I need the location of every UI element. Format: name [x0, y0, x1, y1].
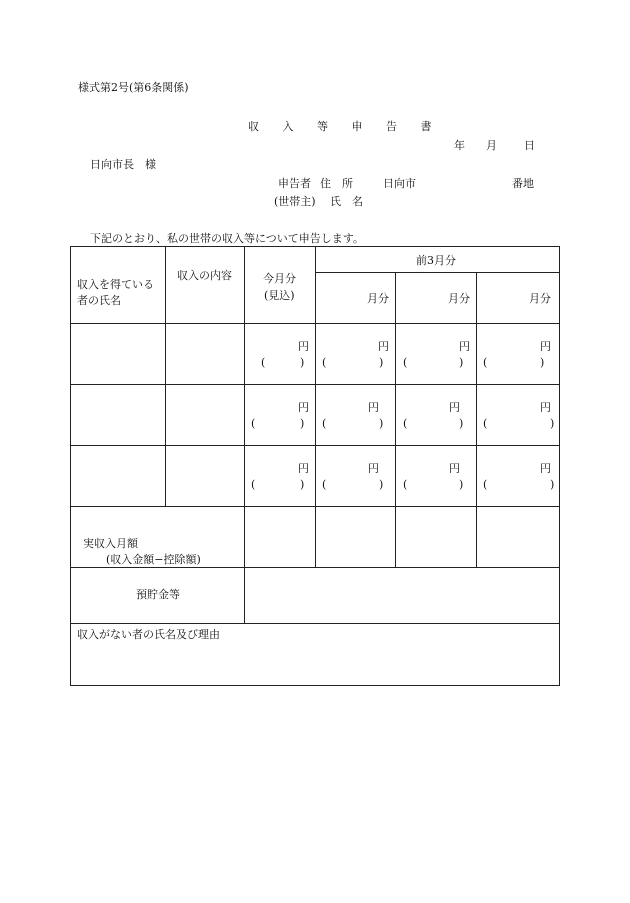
- paren-open: (: [251, 417, 256, 430]
- paren-open: (: [483, 417, 488, 430]
- header-current-line2: (見込): [264, 289, 295, 302]
- document-title: 収 入 等 申 告 書: [248, 120, 442, 133]
- paren-open: (: [322, 356, 327, 369]
- paren-open: (: [483, 356, 488, 369]
- applicant-label: 申告者: [278, 177, 311, 190]
- paren-open: (: [251, 478, 256, 491]
- paren-close: ): [459, 478, 464, 491]
- name-label: 氏 名: [330, 195, 363, 208]
- paren-open: (: [483, 478, 488, 491]
- paren-close: ): [550, 417, 555, 430]
- paren-close: ): [300, 356, 305, 369]
- income-table: [70, 246, 560, 686]
- yen-label: 円: [449, 462, 460, 475]
- paren-open: (: [322, 478, 327, 491]
- table-border-bottom: [70, 685, 560, 686]
- header-content: 収入の内容: [177, 269, 232, 282]
- paren-close: ): [379, 478, 384, 491]
- header-month-3: 月分: [529, 292, 551, 305]
- date-day: 日: [524, 139, 535, 152]
- no-income-label: 収入がない者の氏名及び理由: [77, 628, 220, 641]
- paren-close: ): [379, 356, 384, 369]
- addressee: 日向市長 様: [90, 158, 156, 171]
- net-income-label-line1: 実収入月額: [83, 537, 138, 550]
- date-month: 月: [486, 139, 497, 152]
- header-earner-line2: 者の氏名: [77, 294, 121, 307]
- yen-label: 円: [540, 340, 551, 353]
- paren-open: (: [322, 417, 327, 430]
- paren-close: ): [550, 478, 555, 491]
- header-earner-line1: 収入を得ている: [77, 278, 154, 291]
- yen-label: 円: [368, 401, 379, 414]
- yen-label: 円: [459, 340, 470, 353]
- table-line: [244, 246, 245, 623]
- paren-close: ): [459, 356, 464, 369]
- table-line: [476, 272, 477, 567]
- paren-open: (: [403, 417, 408, 430]
- table-line: [395, 272, 396, 567]
- paren-close: ): [300, 478, 305, 491]
- table-border-right: [559, 246, 560, 686]
- yen-label: 円: [449, 401, 460, 414]
- table-line: [70, 623, 560, 624]
- header-prev-3-months: 前3月分: [416, 254, 456, 267]
- yen-label: 円: [540, 462, 551, 475]
- paren-open: (: [403, 356, 408, 369]
- address-label: 住 所: [320, 177, 353, 190]
- paren-open: (: [261, 356, 266, 369]
- yen-label: 円: [298, 340, 309, 353]
- yen-label: 円: [298, 401, 309, 414]
- yen-label: 円: [378, 340, 389, 353]
- header-month-1: 月分: [367, 292, 389, 305]
- paren-close: ): [300, 417, 305, 430]
- table-line: [165, 246, 166, 506]
- yen-label: 円: [298, 462, 309, 475]
- intro-text: 下記のとおり、私の世帯の収入等について申告します。: [90, 232, 364, 245]
- paren-close: ): [379, 417, 384, 430]
- savings-label: 預貯金等: [136, 588, 180, 601]
- paren-close: ): [459, 417, 464, 430]
- net-income-label-line2: (収入金額−控除額): [106, 553, 201, 566]
- address-city: 日向市: [383, 177, 416, 190]
- table-border-left: [70, 246, 71, 686]
- yen-label: 円: [540, 401, 551, 414]
- table-line: [315, 246, 316, 567]
- address-suffix: 番地: [512, 177, 534, 190]
- header-current-line1: 今月分: [263, 272, 296, 285]
- yen-label: 円: [368, 462, 379, 475]
- table-line: [315, 272, 560, 273]
- header-month-2: 月分: [448, 292, 470, 305]
- date-year: 年: [454, 139, 465, 152]
- paren-close: ): [540, 356, 545, 369]
- form-number: 様式第2号(第6条関係): [78, 81, 189, 94]
- paren-open: (: [403, 478, 408, 491]
- table-line: [70, 567, 560, 568]
- householder-label: (世帯主): [274, 195, 316, 208]
